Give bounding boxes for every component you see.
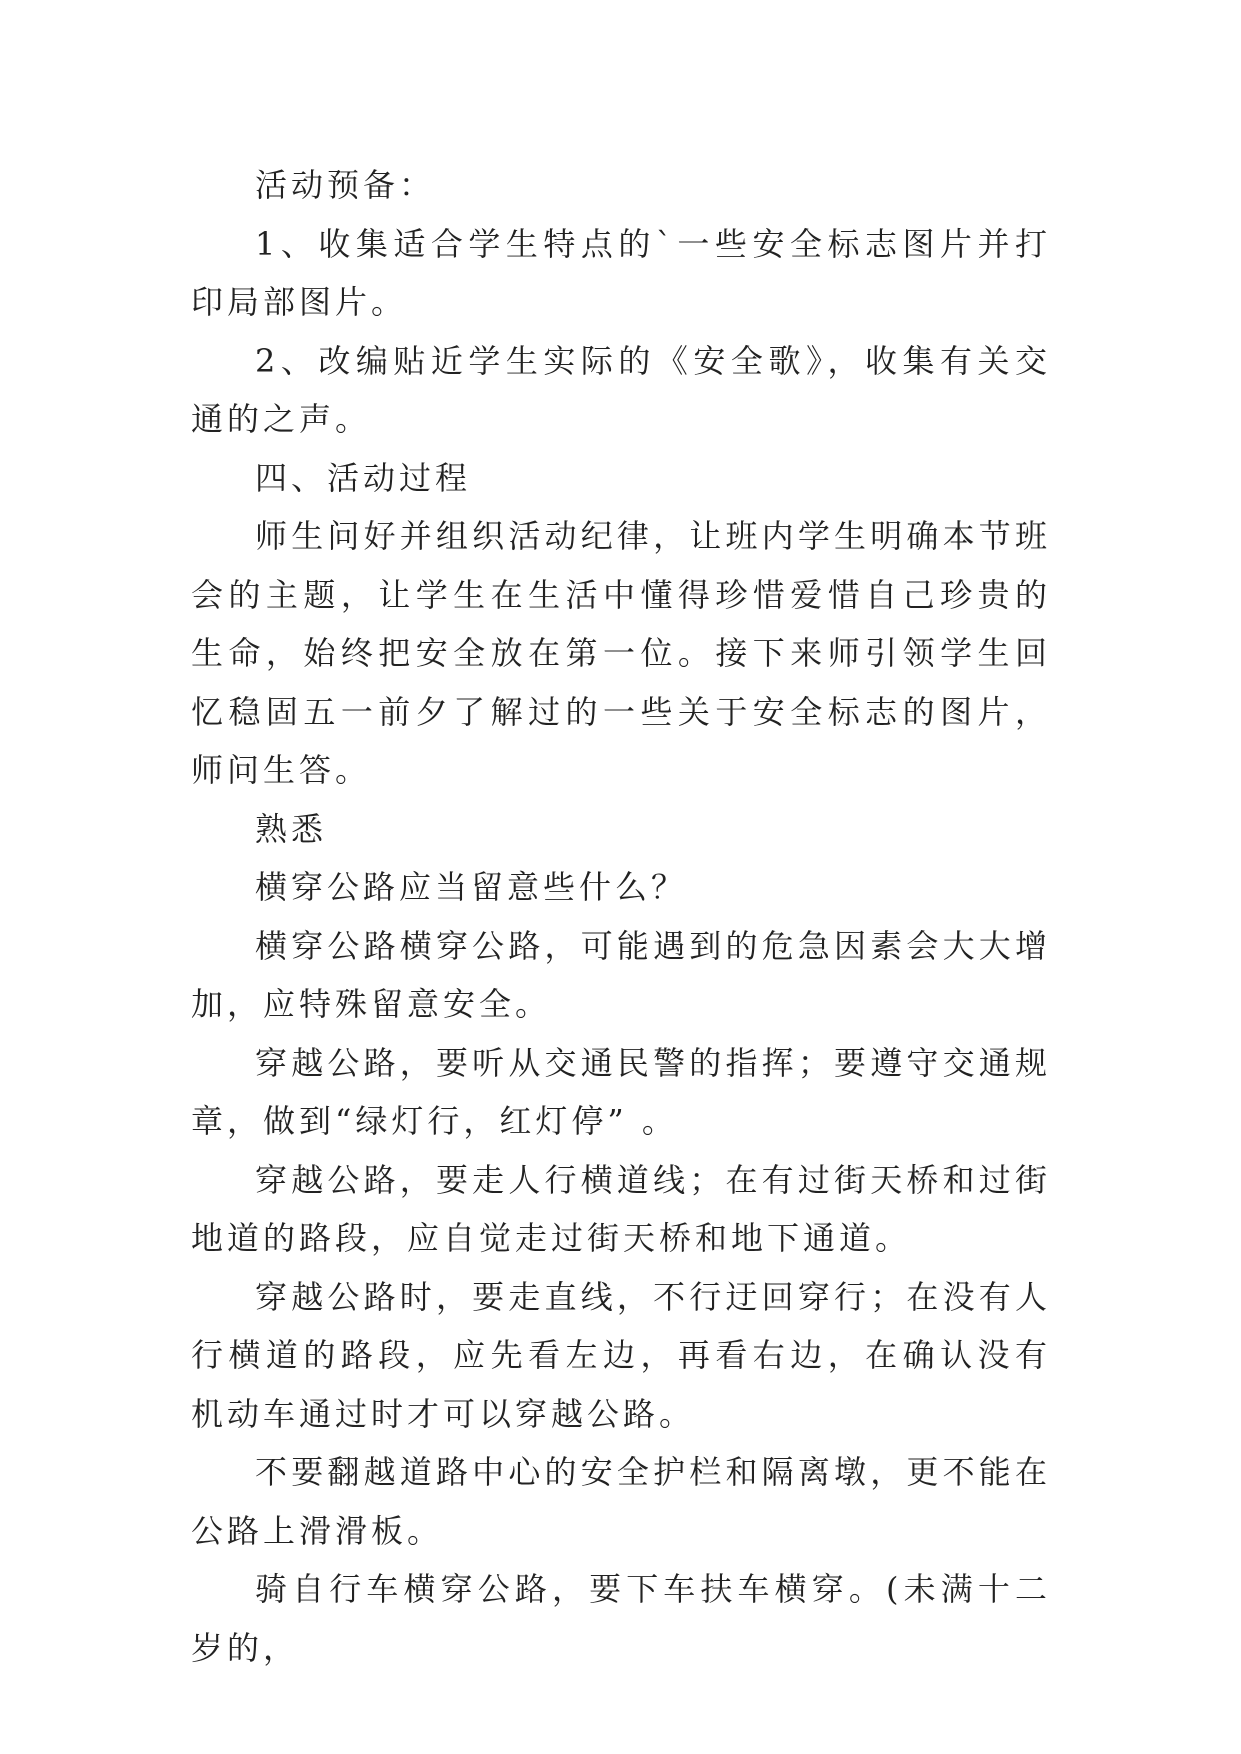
paragraph-rule-3: 穿越公路，要走人行横道线；在有过街天桥和过街地道的路段，应自觉走过街天桥和地下通道。 [191,1160,1051,1257]
paragraph-question: 横穿公路应当留意些什么？ [255,868,688,906]
paragraph-item-1: 1、收集适合学生特点的`一些安全标志图片并打印局部图片。 [191,224,1051,321]
paragraph-rule-1: 横穿公路横穿公路，可能遇到的危急因素会大大增加，应特殊留意安全。 [191,926,1051,1023]
section-heading-process: 四、活动过程 [255,458,472,497]
document-body [191,156,1051,1677]
paragraph-rule-6: 骑自行车横穿公路，要下车扶车横穿。(未满十二岁的， [191,1570,1051,1667]
paragraph-rule-2: 穿越公路，要听从交通民警的指挥；要遵守交通规章，做到“绿灯行，红灯停” 。 [191,1043,1051,1140]
paragraph-rule-5: 不要翻越道路中心的安全护栏和隔离墩，更不能在公路上滑滑板。 [191,1453,1051,1550]
paragraph-preparation-heading: 活动预备： [255,166,436,204]
paragraph-intro: 师生问好并组织活动纪律，让班内学生明确本节班会的主题，让学生在生活中懂得珍惜爱惜自己珍贵的生命，始终把安全放在第一位。接下来师引领学生回忆稳固五一前夕了解过的一些关于安全标志的图片，师问生答。 [191,517,1051,789]
paragraph-item-2: 2、改编贴近学生实际的《安全歌》，收集有关交通的之声。 [191,341,1051,438]
paragraph-familiar: 熟悉 [255,809,328,848]
paragraph-rule-4: 穿越公路时，要走直线，不行迂回穿行；在没有人行横道的路段，应先看左边，再看右边，在确认没有机动车通过时才可以穿越公路。 [191,1277,1051,1433]
